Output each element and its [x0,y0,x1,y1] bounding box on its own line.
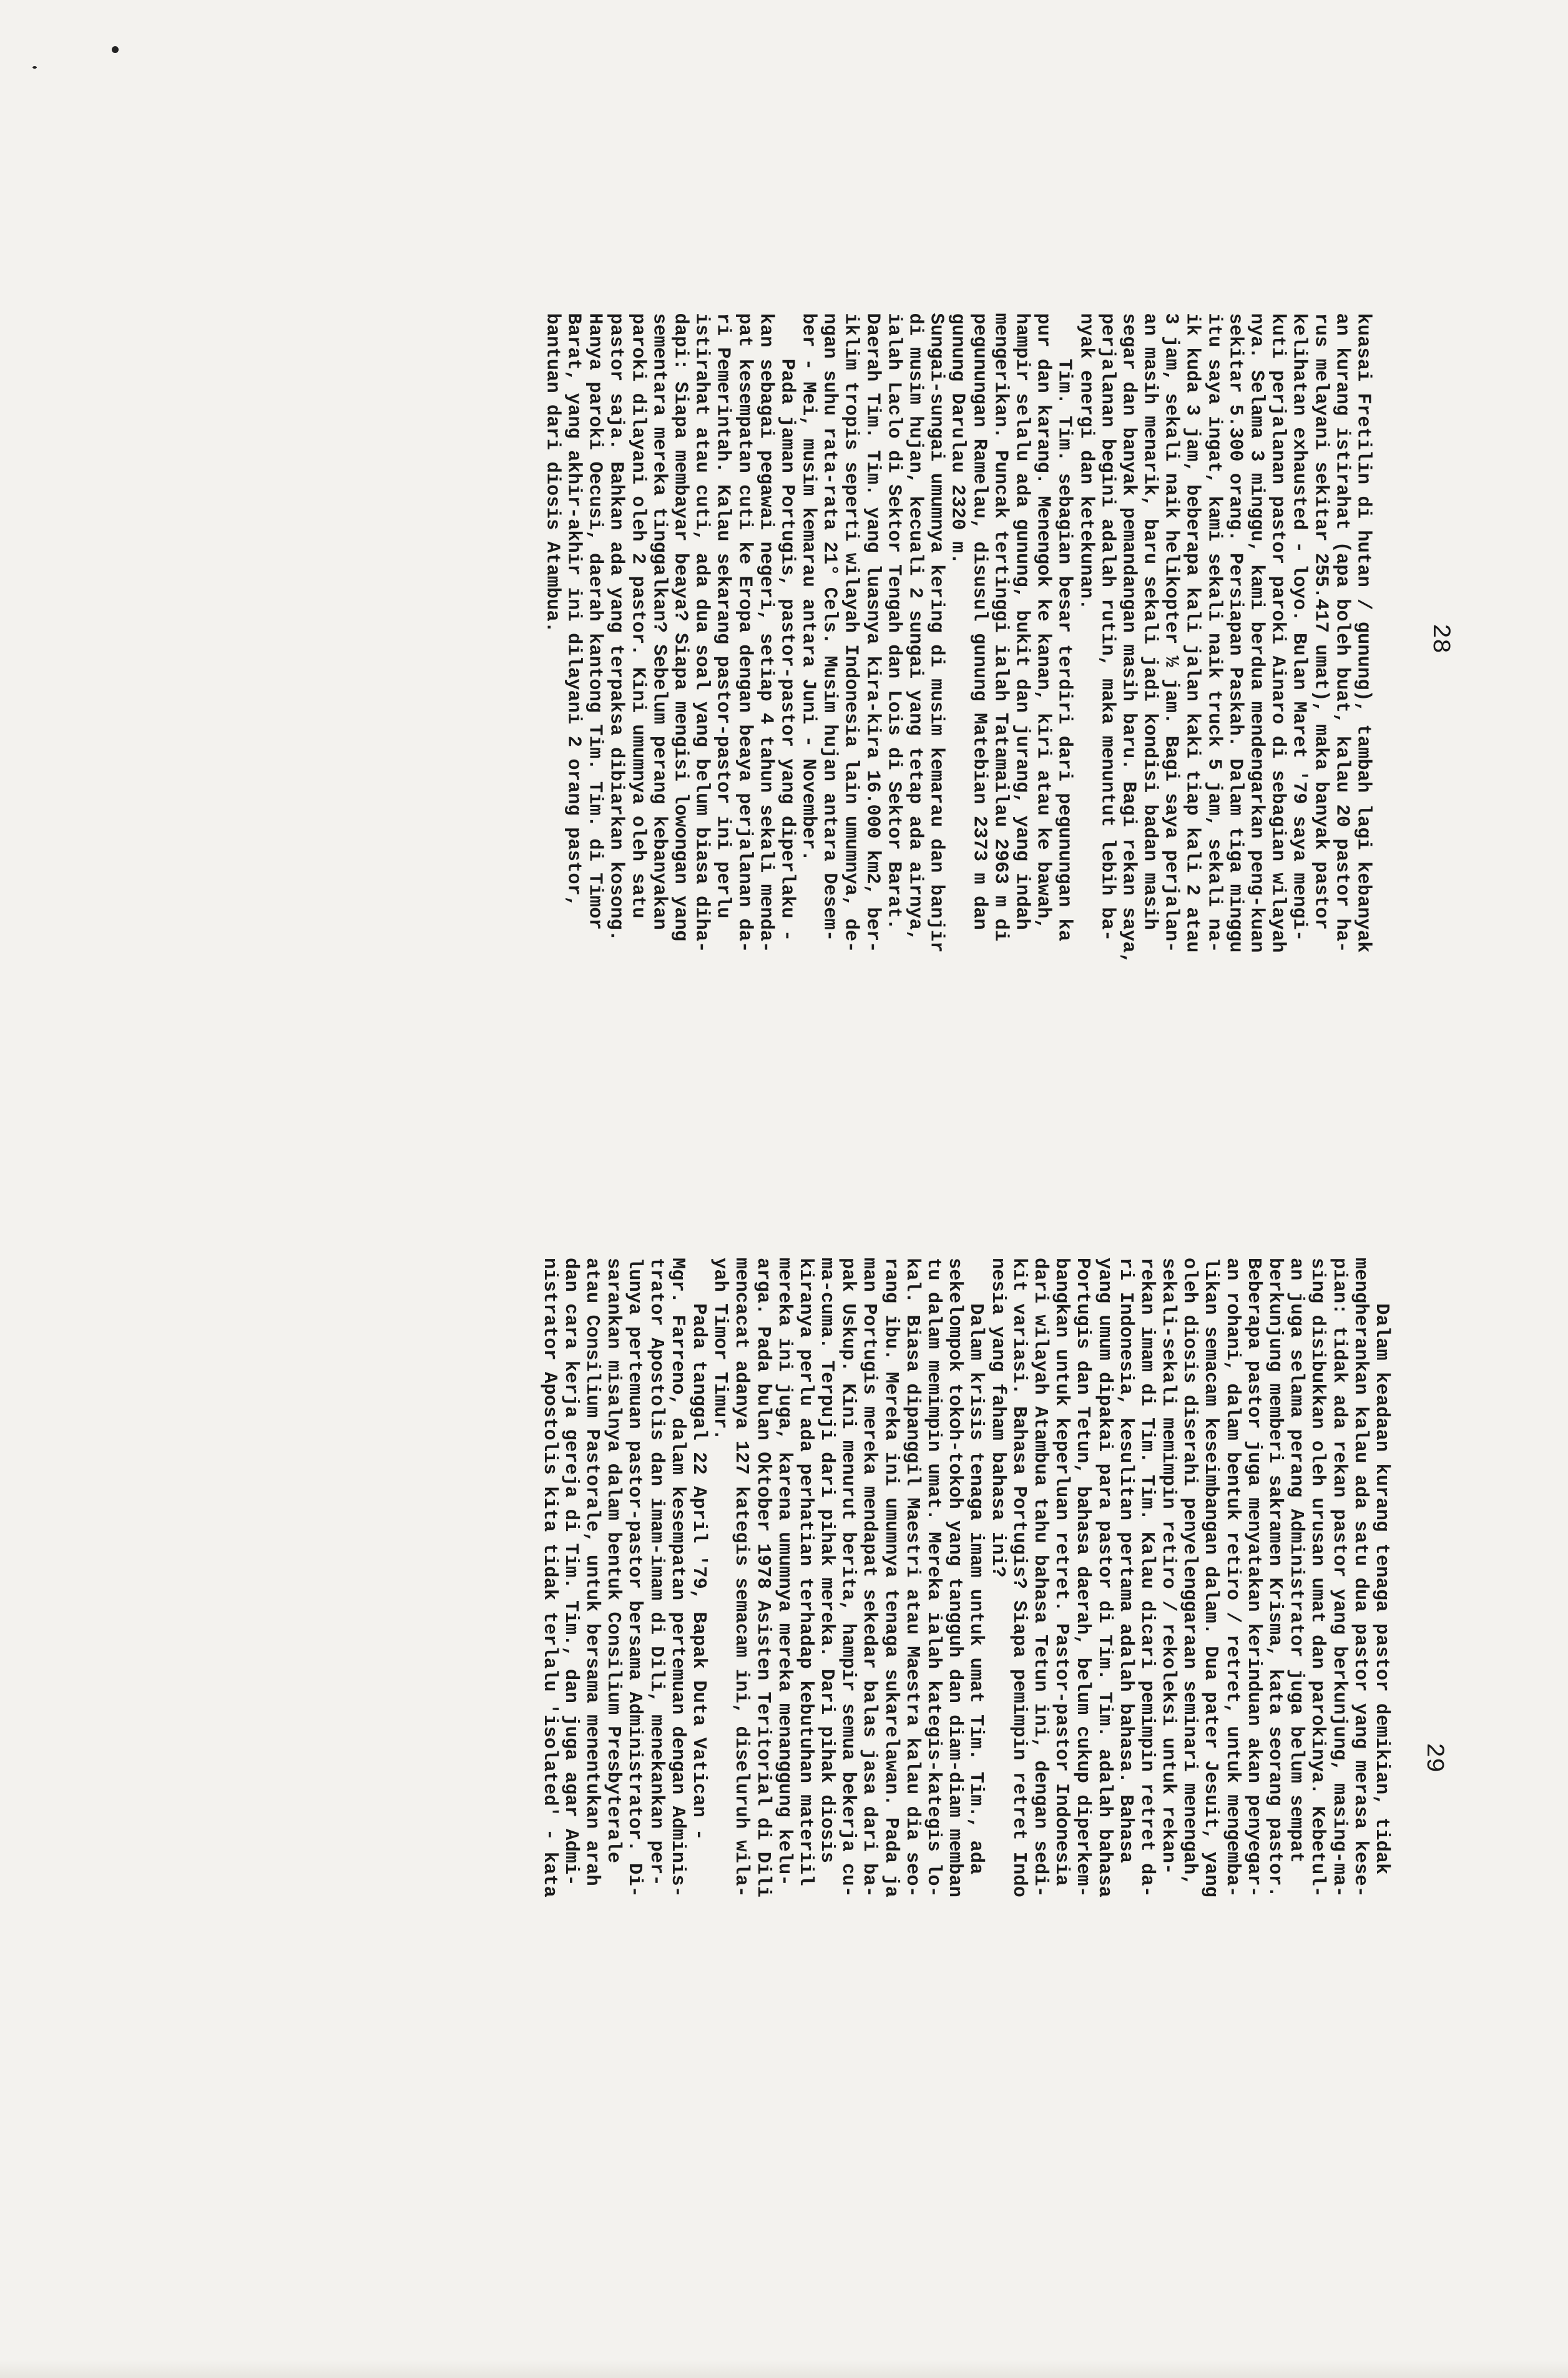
text-line: tu dalam memimpin umat. Mereka ialah kategis-kategis lo- [923,1258,944,1897]
text-line: nistrator Apostolis kita tidak terlalu 'isolated' - kata [538,1258,560,1897]
text-line: ma-cuma. Terpuji dari pihak mereka. Dari pihak diosis [816,1258,838,1864]
text-line: bantuan dari diosis Atambua. [541,313,562,633]
text-line: Hanya paroki Oecusi, daerah kantong Tim. Tim. di Timor [584,313,605,930]
text-line: iklim tropis seperti wilayah Indonesia lain umumnya, de- [840,313,861,953]
text-line: rang ibu. Mereka ini umumnya tenaga sukarelawan. Pada ja [880,1258,901,1897]
text-line: mengerikan. Puncak tertinggi ialah Tatamailau 2963 m di [989,313,1011,942]
text-line: berkunjung memberi sakramen Krisma, kata seorang pastor. [1264,1258,1286,1897]
text-line: kit variasi. Bahasa Portugis? Siapa pemimpin retret Indo [1007,1258,1029,1897]
text-line: an juga selama perang Administrator juga belum sempat [1285,1258,1307,1864]
text-line: Dalam keadaan kurang tenaga pastor demikian, tidak [1371,1258,1392,1875]
text-line: itu saya ingat, kami sekali naik truck 5 jam, sekali na- [1202,313,1224,953]
text-line: ri Indonesia, kesulitan pertama adalah bahasa. Bahasa [1114,1258,1136,1864]
text-line: hampir selalu ada gunung, bukit dan jurang, yang indah [1011,313,1032,930]
text-line: kal. Biasa dipanggil Maestri atau Maestra kalau dia seo- [901,1258,923,1897]
text-line: nyak energi dan ketekunan. [1074,313,1096,610]
text-line: sementara mereka tinggalkan? Sebelum perang kebanyakan [647,313,669,930]
text-line: nya. Selama 3 minggu, kami berdua mendengarkan peng-kuan [1245,313,1267,953]
text-line: istirahat atau cuti, ada dua soal yang belum biasa diha- [690,313,712,953]
text-line: sekitar 5.300 orang. Persiapan Paskah. Dalam tiga minggu [1223,313,1245,953]
text-line: Portugis dan Tetun, bahasa daerah, belum cukup diperkem- [1072,1258,1094,1897]
text-line: likan semacam keseimbangan dalam. Dua pater Jesuit, yang [1200,1258,1222,1897]
text-line: kelihatan exhausted - loyo. Bulan Maret '79 saya mengi- [1288,313,1310,942]
page-number-left: 28 [1426,623,1454,654]
text-line: paroki dilayani oleh 2 pastor. Kini umumnya oleh satu [626,313,648,919]
text-line: ialah Laclo di Sektor Tengah dan Lois di Sektor Barat. [882,313,904,930]
text-line: Barat, yang akhir-akhir ini dilayani 2 orang pastor, [562,313,584,908]
text-line: nesia yang faham bahasa ini? [986,1258,1008,1578]
text-line: yah Timor Timur. [709,1258,731,1441]
text-line: rekan imam di Tim. Tim. Kalau dicari pemimpin retret da- [1135,1258,1157,1897]
text-line: rus melayani sekitar 255.417 umat), maka banyak pastor [1309,313,1331,930]
text-line: Beberapa pastor juga menyatakan kerinduan akan penyegar- [1242,1258,1264,1897]
text-line: lunya pertemuan pastor-pastor bersama Administrator. Di- [624,1258,645,1897]
text-line: pur dan karang. Menengok ke kanan, kiri atau ke bawah, [1032,313,1054,930]
text-line: pegunungan Ramelau, disusul gunung Matebian 2373 m dan [968,313,989,930]
text-line: 3 jam, sekali naik helikopter ½ jam. Bagi saya perjalan- [1160,313,1182,953]
text-line: mengherankan kalau ada satu dua pastor yang merasa kese- [1349,1258,1371,1897]
text-line: dari wilayah Atambua tahu bahasa Tetun ini, dengan sedi- [1029,1258,1051,1897]
text-line: Daerah Tim. Tim. yang luasnya kira-kira 16.000 km2, ber- [861,313,883,953]
text-line: pak Uskup. Kini menurut berita, hampir semua bekerja cu- [837,1258,859,1897]
text-line: an rohani, dalam bentuk retiro / retret, untuk mengemba- [1221,1258,1243,1897]
text-line: pat kesempatan cuti ke Eropa dengan beaya perjalanan da- [733,313,755,953]
page-28-text [117,313,1373,1256]
text-line: Pada jaman Portugis, pastor-pastor yang diperlaku - [775,313,797,942]
text-line: dan cara kerja gereja di Tim. Tim., dan juga agar Admi- [559,1258,581,1886]
text-line: perjalanan begini adalah rutin, maka menuntut lebih ba- [1095,313,1117,942]
text-line: an kurang istirahat (apa boleh buat, kalau 20 pastor ha- [1330,313,1352,953]
scan-bottom-edge [0,2361,1568,2378]
text-line: pian: tidak ada rekan pastor yang berkunjung, masing-ma- [1328,1258,1350,1897]
text-line: pastor saja. Bahkan ada yang terpaksa dibiarkan kosong. [605,313,627,942]
text-line: ngan suhu rata-rata 21° Cels. Musim hujan antara Desem- [818,313,840,942]
text-line: sarankan misalnya dalam bentuk Consilium Presbyterale [602,1258,624,1864]
page-number-right: 29 [1419,1742,1448,1773]
text-line: kuti perjalanan pastor paroki Ainaro di sebagian wilayah [1267,313,1288,953]
text-line: yang umum dipakai para pastor di Tim. Tim. adalah bahasa [1093,1258,1115,1897]
text-line: Dalam krisis tenaga imam untuk umat Tim. Tim., ada [965,1258,987,1875]
text-line: kuasai Fretilin di hutan / gunung), tambah lagi kebanyak [1352,313,1373,953]
speck-mark [112,46,119,53]
text-line: sekali-sekali memimpin retiro / rekoleksi untuk rekan- [1157,1258,1179,1875]
text-line: ri Pemerintah. Kalau sekarang pastor-pastor ini perlu [712,313,733,919]
text-line: Mgr. Farreno, dalam kesempatan pertemuan dengan Adminis- [666,1258,688,1897]
text-line: atau Consilium Pastorale, untuk bersama menentukan arah [581,1258,603,1886]
text-line: arga. Pada bulan Oktober 1978 Asisten Teritorial di Dili [752,1258,773,1897]
speck-mark [32,66,37,69]
text-line: segar dan banyak pemandangan masih baru. Bagi rekan saya, [1117,313,1139,964]
text-line: bangkan untuk keperluan retret. Pastor-pastor Indonesia [1051,1258,1072,1886]
text-line: man Portugis mereka mendapat sekedar balas jasa dari ba- [858,1258,880,1897]
text-line: sekelompok tokoh-tokoh yang tangguh dan diam-diam memban [944,1258,966,1897]
text-line: trator Apostolis dan imam-imam di Dili, menekankan per- [645,1258,667,1886]
text-line: Tim. Tim. sebagian besar terdiri dari pegunungan ka [1053,313,1075,942]
page-29-text [393,1258,1392,2287]
text-line: kiranya perlu ada perhatian terhadap kebutuhan materiil [794,1258,816,1886]
text-line: gunung Darulau 2320 m. [946,313,968,565]
text-line: ber - Mei, musim kemarau antara Juni - November. [797,313,819,862]
text-line: dapi: Siapa membayar beaya? Siapa mengisi lowongan yang [669,313,690,942]
text-line: sing disibukkan oleh urusan umat dan parokinya. Kebetul- [1306,1258,1328,1897]
text-line: Sungai-sungai umumnya kering di musim kemarau dan banjir [925,313,947,953]
text-line: ik kuda 3 jam, beberapa kali jalan kaki tiap kali 2 atau [1181,313,1203,953]
text-line: oleh diosis diserahi penyelenggaraan seminari menengah, [1178,1258,1200,1886]
text-line: mereka ini juga, karena umumnya mereka menanggung kelu- [773,1258,795,1886]
text-line: kan sebagai pegawai negeri, setiap 4 tahun sekali menda- [754,313,776,953]
text-line: di musim hujan, kecuali 2 sungai yang tetap ada airnya, [904,313,926,942]
text-line: an masih menarik, baru sekali jadi kondisi badan masih [1139,313,1160,930]
text-line: Pada tanggal 22 April '79, Bapak Duta Vatican - [688,1258,709,1841]
text-line: mencacat adanya 127 kategis semacam ini, diseluruh wila- [730,1258,752,1897]
